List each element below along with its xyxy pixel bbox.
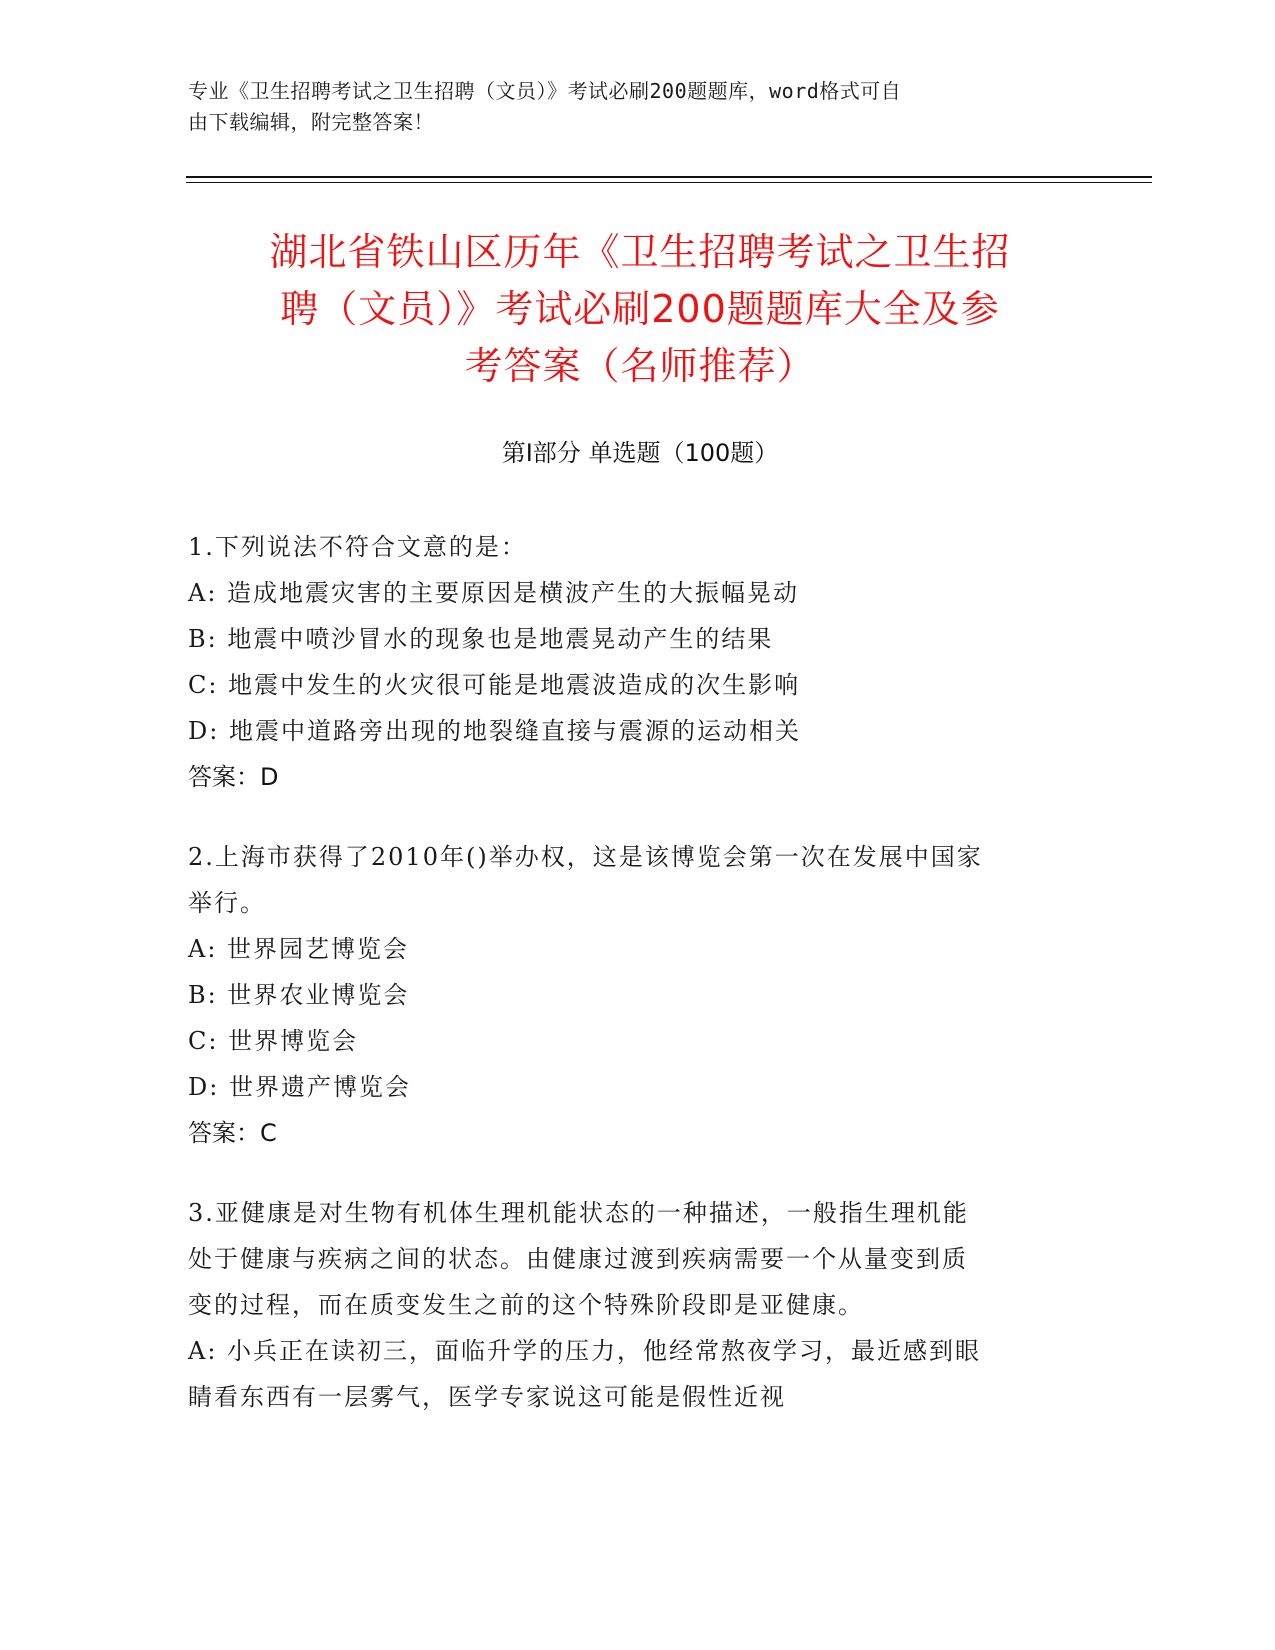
question-stem: 3.亚健康是对生物有机体生理机能状态的一种描述，一般指生理机能 [188, 1199, 969, 1227]
option-a-continued: 睛看东西有一层雾气，医学专家说这可能是假性近视 [188, 1383, 786, 1411]
intro-line: 专业《卫生招聘考试之卫生招聘（文员）》考试必刷200题题库，word格式可自 [188, 79, 902, 103]
option-a: A: 世界园艺博览会 [188, 935, 410, 963]
question-1 [188, 524, 1088, 800]
question-stem: 变的过程，而在质变发生之前的这个特殊阶段即是亚健康。 [188, 1291, 864, 1319]
option-b: B: 地震中喷沙冒水的现象也是地震晃动产生的结果 [188, 625, 774, 653]
question-stem: 举行。 [188, 889, 266, 917]
title-line: 考答案（名师推荐） [464, 344, 816, 388]
option-a: A: 造成地震灾害的主要原因是横波产生的大振幅晃动 [188, 579, 800, 607]
question-stem: 1.下列说法不符合文意的是： [188, 533, 527, 561]
intro-text [188, 76, 1068, 138]
document-title [190, 224, 1090, 395]
header-divider-thin [186, 182, 1152, 183]
section-heading: 第Ⅰ部分 单选题（100题） [501, 439, 779, 467]
answer-text: 答案：C [188, 1119, 277, 1147]
question-stem: 2.上海市获得了2010年()举办权，这是该博览会第一次在发展中国家 [188, 843, 983, 871]
title-line: 湖北省铁山区历年《卫生招聘考试之卫生招 [269, 230, 1011, 274]
option-c: C: 世界博览会 [188, 1027, 359, 1055]
answer-text: 答案：D [188, 763, 279, 791]
option-b: B: 世界农业博览会 [188, 981, 410, 1009]
header-divider [186, 176, 1152, 178]
option-d: D: 地震中道路旁出现的地裂缝直接与震源的运动相关 [188, 717, 801, 745]
option-d: D: 世界遗产博览会 [188, 1073, 411, 1101]
title-line: 聘（文员）》考试必刷200题题库大全及参 [280, 287, 1000, 331]
option-c: C: 地震中发生的火灾很可能是地震波造成的次生影响 [188, 671, 801, 699]
option-a: A: 小兵正在读初三，面临升学的压力，他经常熬夜学习，最近感到眼 [188, 1337, 982, 1365]
question-3 [188, 1190, 1088, 1420]
question-list [188, 524, 1088, 1454]
question-2 [188, 834, 1088, 1156]
question-stem: 处于健康与疾病之间的状态。由健康过渡到疾病需要一个从量变到质 [188, 1245, 968, 1273]
intro-line: 由下载编辑，附完整答案！ [188, 110, 434, 134]
